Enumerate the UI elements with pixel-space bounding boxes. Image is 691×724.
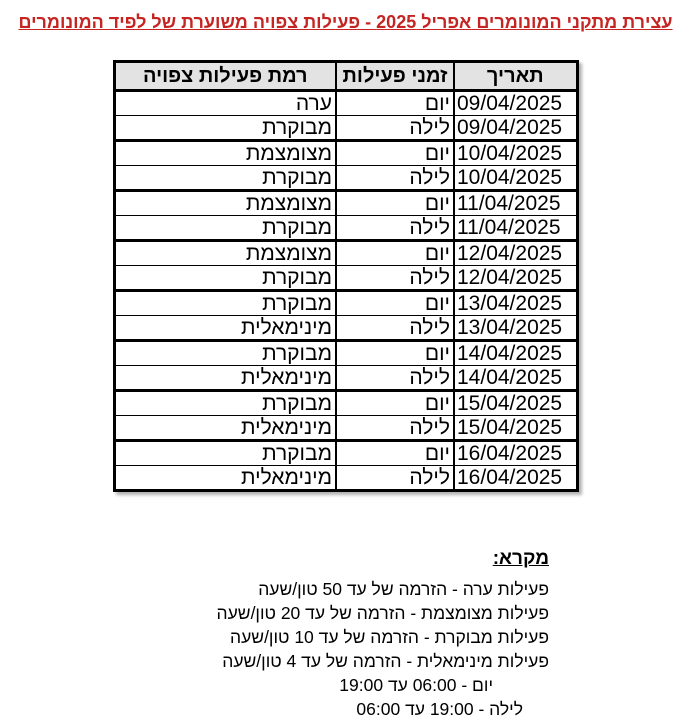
table-row — [114, 91, 577, 116]
table-row — [114, 391, 577, 416]
legend-line: פעילות מבוקרת - הזרמה של עד 10 טון/שעה — [230, 627, 549, 647]
date-cell: 11/04/2025 — [454, 191, 577, 216]
table-row — [114, 241, 577, 266]
time-cell: לילה — [336, 116, 454, 141]
time-cell: יום — [336, 391, 454, 416]
level-cell: מבוקרת — [114, 166, 336, 191]
column-header-level: רמת פעילות צפויה — [114, 62, 336, 91]
legend-heading: מקרא: — [492, 548, 549, 569]
table-row — [114, 291, 577, 316]
time-cell: לילה — [336, 216, 454, 241]
date-cell: 16/04/2025 — [454, 466, 577, 491]
legend-line: לילה - 19:00 עד 06:00 — [356, 699, 523, 719]
legend — [0, 548, 549, 721]
time-cell: יום — [336, 141, 454, 166]
level-cell: מינימאלית — [114, 466, 336, 491]
time-cell: לילה — [336, 416, 454, 441]
date-cell: 10/04/2025 — [454, 141, 577, 166]
date-cell: 09/04/2025 — [454, 116, 577, 141]
legend-line: פעילות מינימאלית - הזרמה של עד 4 טון/שעה — [222, 651, 549, 671]
level-cell: מבוקרת — [114, 291, 336, 316]
date-cell: 15/04/2025 — [454, 416, 577, 441]
time-cell: לילה — [336, 366, 454, 391]
time-cell: לילה — [336, 166, 454, 191]
table-row — [114, 166, 577, 191]
legend-line: פעילות ערה - הזרמה של עד 50 טון/שעה — [258, 579, 549, 599]
date-cell: 16/04/2025 — [454, 441, 577, 466]
table-row — [114, 266, 577, 291]
date-cell: 14/04/2025 — [454, 366, 577, 391]
date-cell: 11/04/2025 — [454, 216, 577, 241]
document-page — [0, 11, 691, 724]
level-cell: מצומצמת — [114, 141, 336, 166]
time-cell: יום — [336, 191, 454, 216]
time-cell: לילה — [336, 266, 454, 291]
activity-table-header — [114, 62, 577, 91]
table-row — [114, 416, 577, 441]
level-cell: מבוקרת — [114, 216, 336, 241]
legend-line: פעילות מצומצמת - הזרמה של עד 20 טון/שעה — [216, 603, 549, 623]
date-cell: 09/04/2025 — [454, 91, 577, 116]
level-cell: מצומצמת — [114, 241, 336, 266]
level-cell: מבוקרת — [114, 116, 336, 141]
level-cell: מבוקרת — [114, 441, 336, 466]
table-row — [114, 316, 577, 341]
time-cell: יום — [336, 341, 454, 366]
time-cell: יום — [336, 441, 454, 466]
date-cell: 15/04/2025 — [454, 391, 577, 416]
level-cell: מבוקרת — [114, 341, 336, 366]
date-cell: 13/04/2025 — [454, 291, 577, 316]
level-cell: מינימאלית — [114, 366, 336, 391]
activity-table-body — [114, 91, 577, 491]
level-cell: ערה — [114, 91, 336, 116]
level-cell: מינימאלית — [114, 416, 336, 441]
table-row — [114, 141, 577, 166]
table-row — [114, 216, 577, 241]
page-title: עצירת מתקני המונומרים אפריל 2025 - פעילות צפויה משוערת של לפיד המונומרים — [18, 12, 673, 32]
time-cell: יום — [336, 291, 454, 316]
time-cell: לילה — [336, 466, 454, 491]
table-row — [114, 341, 577, 366]
level-cell: מבוקרת — [114, 391, 336, 416]
table-row — [114, 366, 577, 391]
date-cell: 10/04/2025 — [454, 166, 577, 191]
level-cell: מבוקרת — [114, 266, 336, 291]
table-row — [114, 466, 577, 491]
legend-line: יום - 06:00 עד 19:00 — [339, 675, 493, 695]
date-cell: 14/04/2025 — [454, 341, 577, 366]
date-cell: 13/04/2025 — [454, 316, 577, 341]
table-row — [114, 191, 577, 216]
table-row — [114, 441, 577, 466]
time-cell: יום — [336, 241, 454, 266]
column-header-time: זמני פעילות — [336, 62, 454, 91]
column-header-date: תאריך — [454, 62, 577, 91]
level-cell: מצומצמת — [114, 191, 336, 216]
time-cell: יום — [336, 91, 454, 116]
time-cell: לילה — [336, 316, 454, 341]
table-row — [114, 116, 577, 141]
header-row — [114, 62, 577, 91]
date-cell: 12/04/2025 — [454, 241, 577, 266]
level-cell: מינימאלית — [114, 316, 336, 341]
activity-table — [113, 60, 579, 492]
legend-lines — [0, 577, 549, 721]
date-cell: 12/04/2025 — [454, 266, 577, 291]
